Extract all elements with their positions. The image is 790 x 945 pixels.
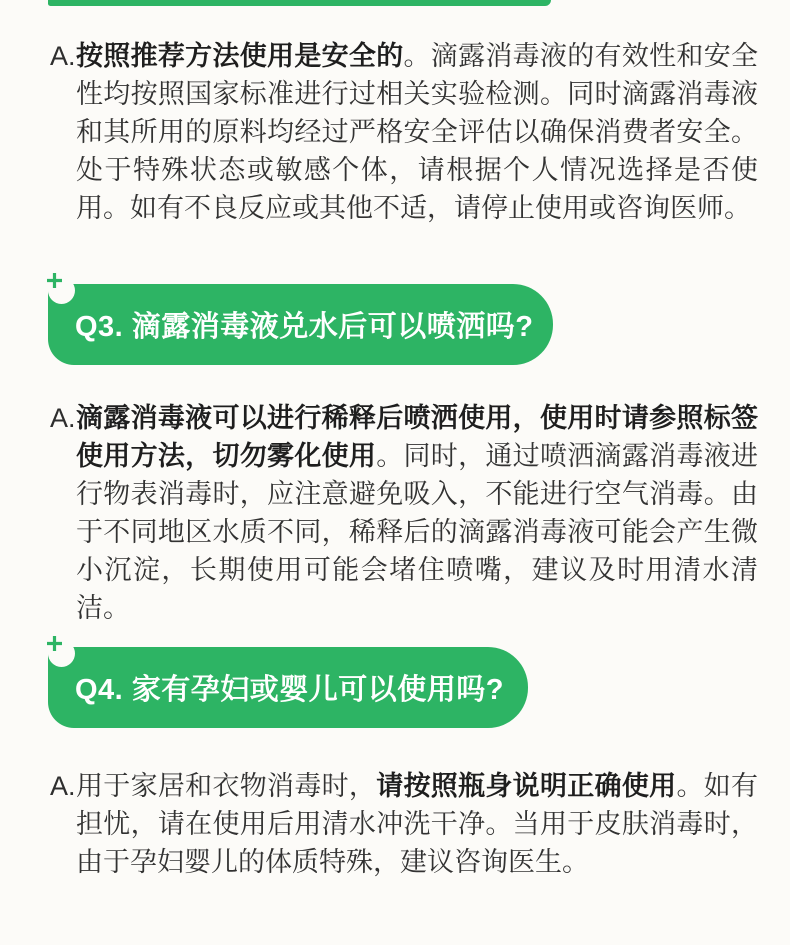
answer-marker: A. bbox=[50, 41, 76, 71]
answer-text-regular: 用于家居和衣物消毒时， bbox=[76, 771, 377, 801]
answer-text-regular: 。同时，通过喷洒滴露消毒液进行物表消毒时，应注意避免吸入，不能进行空气消毒。由于不同地区水质不同，稀释后的滴露消毒液可能会产生微小沉淀，长期使用可能会堵住喷嘴，建议及时用清水清洁。 bbox=[76, 441, 759, 623]
answer-text-regular: 。如有担忧，请在使用后用清水冲洗干净。当用于皮肤消毒时，由于孕妇婴儿的体质特殊，建议咨询医生。 bbox=[76, 771, 759, 877]
answer-text-bold: 按照推荐方法使用是安全的 bbox=[76, 41, 404, 71]
answer-paragraph bbox=[50, 37, 758, 227]
answer-text-regular: 。滴露消毒液的有效性和安全性均按照国家标准进行过相关实验检测。同时滴露消毒液和其所用的原料均经过严格安全评估以确保消费者安全。处于特殊状态或敏感个体，请根据个人情况选择是否使用。如有不良反应或其他不适，请停止使用或咨询医师。 bbox=[76, 41, 758, 223]
question-label: Q3. 滴露消毒液兑水后可以喷洒吗? bbox=[75, 311, 534, 343]
answer-text bbox=[76, 767, 758, 881]
answer-text-bold: 滴露消毒液可以进行稀释后喷洒使用，使用时请参照标签使用方法，切勿雾化使用 bbox=[76, 403, 758, 471]
question-banner-q3 bbox=[48, 284, 553, 365]
plus-icon bbox=[46, 272, 63, 289]
answer-marker: A. bbox=[50, 771, 76, 801]
answer-text bbox=[76, 399, 758, 627]
question-banner-q4 bbox=[48, 647, 528, 728]
answer-marker: A. bbox=[50, 403, 76, 433]
previous-banner-edge bbox=[48, 0, 551, 6]
answer-paragraph bbox=[50, 767, 758, 881]
answer-paragraph bbox=[50, 399, 758, 627]
answer-text bbox=[76, 37, 758, 227]
question-label: Q4. 家有孕妇或婴儿可以使用吗? bbox=[75, 674, 505, 706]
plus-icon bbox=[46, 635, 63, 652]
answer-text-bold: 请按照瓶身说明正确使用 bbox=[376, 771, 677, 801]
